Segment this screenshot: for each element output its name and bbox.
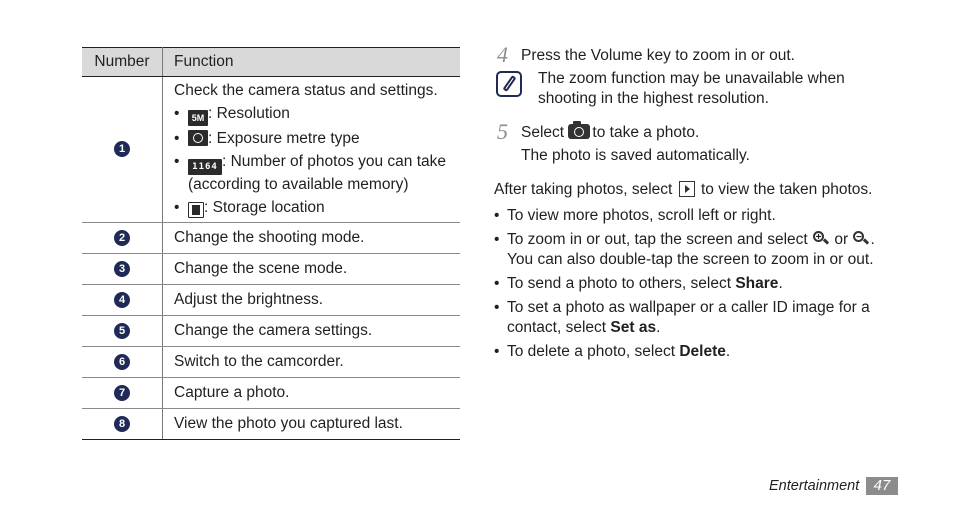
number-cell — [82, 285, 163, 316]
share-option: Share — [735, 275, 779, 292]
zoom-out-icon: − — [853, 231, 869, 247]
function-table — [82, 47, 460, 440]
function-cell: Switch to the camcorder. — [163, 347, 461, 378]
step-5-suffix: to take a photo. — [592, 124, 700, 141]
tip-setas-end: . — [656, 319, 661, 336]
number-badge: 8 — [114, 416, 130, 432]
tip-zoom-suffix: . You can also double-tap the screen to zoom in or out. — [507, 231, 875, 268]
table-row — [82, 347, 460, 378]
header-number: Number — [82, 48, 163, 77]
list-item — [494, 274, 904, 294]
exposure-metre-icon — [188, 130, 208, 146]
after-photos-text — [494, 180, 872, 200]
exposure-label: : Exposure metre type — [208, 130, 360, 147]
tip-share-prefix: To send a photo to others, select — [507, 275, 732, 292]
after-prefix: After taking photos, select — [494, 181, 673, 198]
tip-zoom-prefix: To zoom in or out, tap the screen and select — [507, 231, 808, 248]
note-icon — [496, 71, 522, 97]
list-item — [174, 104, 460, 126]
step-number-4: 4 — [497, 42, 508, 67]
table-header-row — [82, 48, 460, 77]
after-suffix: to view the taken photos. — [700, 181, 873, 198]
storage-label: : Storage location — [204, 199, 325, 216]
tip-setas-prefix: To set a photo as wallpaper or a caller ID image for a contact, select — [507, 299, 870, 336]
list-item — [174, 129, 460, 149]
number-cell — [82, 316, 163, 347]
number-badge: 1 — [114, 141, 130, 157]
delete-option: Delete — [679, 343, 726, 360]
number-badge: 2 — [114, 230, 130, 246]
function-cell: Change the shooting mode. — [163, 223, 461, 254]
number-badge: 4 — [114, 292, 130, 308]
camera-icon — [568, 124, 590, 139]
table-row — [82, 77, 460, 223]
header-function: Function — [163, 48, 461, 77]
number-badge: 6 — [114, 354, 130, 370]
function-cell — [163, 77, 461, 223]
list-item — [174, 198, 460, 218]
tip-delete-end: . — [725, 343, 731, 360]
function-cell: Adjust the brightness. — [163, 285, 461, 316]
number-cell — [82, 409, 163, 440]
table-row — [82, 316, 460, 347]
list-item — [494, 206, 904, 226]
zoom-in-icon: + — [813, 231, 829, 247]
note-line-1: The zoom function may be unavailable when — [538, 70, 845, 87]
table-row — [82, 409, 460, 440]
photo-count-label: : Number of photos you can take (according to available memory) — [188, 153, 447, 193]
page-number: 47 — [866, 477, 898, 495]
number-badge: 5 — [114, 323, 130, 339]
tip-scroll: To view more photos, scroll left or right. — [507, 207, 776, 224]
number-cell — [82, 254, 163, 285]
set-as-option: Set as — [610, 319, 657, 336]
number-cell — [82, 77, 163, 223]
play-icon — [679, 181, 695, 197]
number-cell — [82, 223, 163, 254]
tips-list — [494, 206, 904, 366]
function-cell: Change the scene mode. — [163, 254, 461, 285]
function-cell: View the photo you captured last. — [163, 409, 461, 440]
number-badge: 7 — [114, 385, 130, 401]
table-row — [82, 223, 460, 254]
step-number-5: 5 — [497, 119, 508, 144]
resolution-icon: 5M — [188, 110, 208, 126]
step-5-text — [521, 123, 699, 143]
status-list — [174, 104, 460, 218]
tip-delete-prefix: To delete a photo, select — [507, 343, 676, 360]
tip-share-end: . — [778, 275, 783, 292]
step-5-detail: The photo is saved automatically. — [521, 147, 750, 164]
status-intro: Check the camera status and settings. — [174, 82, 438, 99]
function-cell: Change the camera settings. — [163, 316, 461, 347]
number-badge: 3 — [114, 261, 130, 277]
photo-count-icon: 1164 — [188, 159, 222, 175]
table-row — [82, 285, 460, 316]
step-5-prefix: Select — [521, 124, 565, 141]
table-row — [82, 254, 460, 285]
number-cell — [82, 347, 163, 378]
list-item — [494, 230, 904, 270]
step-4-text: Press the Volume key to zoom in or out. — [521, 47, 795, 64]
list-item — [174, 152, 460, 195]
resolution-label: : Resolution — [208, 105, 290, 122]
section-label: Entertainment — [769, 478, 860, 494]
table-row — [82, 378, 460, 409]
function-cell: Capture a photo. — [163, 378, 461, 409]
list-item — [494, 298, 904, 338]
list-item — [494, 342, 904, 362]
storage-location-icon — [188, 202, 204, 218]
number-cell — [82, 378, 163, 409]
note-line-2: shooting in the highest resolution. — [538, 90, 769, 107]
tip-zoom-or: or — [834, 231, 849, 248]
